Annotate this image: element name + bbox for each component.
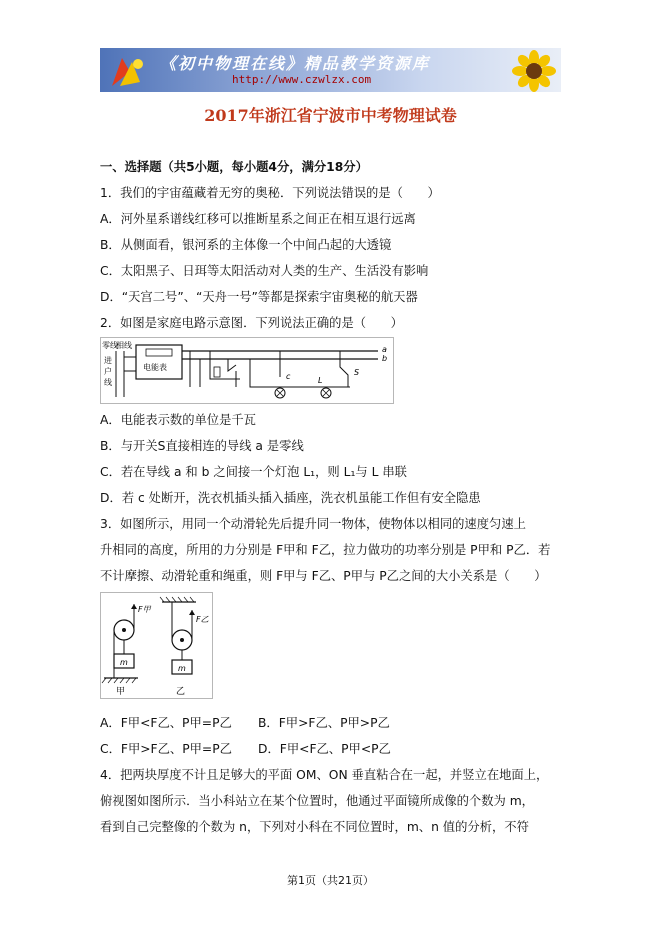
- label-mass-yi: m: [178, 664, 186, 673]
- q2-option-b: B．与开关S直接相连的导线 a 是零线: [100, 439, 304, 453]
- q4-stem-line-1: 4．把两块厚度不计且足够大的平面 OM、ON 垂直粘合在一起，并竖立在地面上，: [100, 768, 549, 782]
- q4-stem-line-2: 俯视图如图所示．当小科站立在某个位置时，他通过平面镜所成像的个数为 m，: [100, 794, 534, 808]
- q1-stem: 1．我们的宇宙蕴藏着无穷的奥秘．下列说法错误的是（ ）: [100, 186, 440, 200]
- label-service-line-1: 进: [104, 356, 112, 365]
- label-force-jia: F甲: [138, 605, 151, 614]
- q3-stem-line-1: 3．如图所示，用同一个动滑轮先后提升同一物体，使物体以相同的速度匀速上: [100, 517, 526, 531]
- label-neutral-wire: 零线: [102, 341, 118, 350]
- label-meter: 电能表: [143, 363, 167, 372]
- q3-option-c: C．F甲>F乙、P甲=P乙: [100, 742, 232, 756]
- q3-option-a: A．F甲<F乙、P甲=P乙: [100, 716, 232, 730]
- q1-option-c: C．太阳黑子、日珥等太阳活动对人类的生产、生活没有影响: [100, 264, 429, 278]
- q4-stem-line-3: 看到自己完整像的个数为 n，下列对小科在不同位置时，m、n 值的分析，不符: [100, 820, 529, 834]
- label-service-line-2: 户: [104, 367, 112, 376]
- q2-option-d: D．若 c 处断开，洗衣机插头插入插座，洗衣机虽能工作但有安全隐患: [100, 491, 481, 505]
- q3-pulley-diagram: [100, 592, 214, 700]
- label-force-yi: F乙: [196, 615, 209, 624]
- site-logo-icon: [104, 52, 152, 90]
- label-point-c: c: [286, 372, 291, 381]
- label-live-wire: 相线: [116, 341, 132, 350]
- q3-option-d: D．F甲<F乙、P甲<P乙: [258, 742, 391, 756]
- label-switch-s: S: [354, 368, 360, 377]
- q3-stem-line-2: 升相同的高度，所用的力分别是 F甲和 F乙，拉力做功的功率分别是 P甲和 P乙．若: [100, 543, 551, 557]
- q2-circuit-diagram: [100, 337, 400, 405]
- caption-yi: 乙: [176, 687, 186, 697]
- section-heading: 一、选择题（共5小题，每小题4分，满分18分）: [100, 160, 368, 174]
- page-footer: 第1页（共21页）: [287, 874, 374, 887]
- header-banner: [100, 48, 561, 92]
- q1-option-b: B．从侧面看，银河系的主体像一个中间凸起的大透镜: [100, 238, 392, 252]
- q3-stem-line-3: 不计摩擦、动滑轮重和绳重，则 F甲与 F乙、P甲与 P乙之间的大小关系是（ ）: [100, 569, 547, 583]
- banner-url[interactable]: http://www.czwlzx.com: [232, 73, 372, 86]
- label-service-line-3: 线: [104, 378, 112, 387]
- label-wire-a: a: [382, 345, 387, 354]
- q2-option-a: A．电能表示数的单位是千瓦: [100, 413, 256, 427]
- q2-stem: 2．如图是家庭电路示意图．下列说法正确的是（ ）: [100, 316, 403, 330]
- q1-option-d: D．“天宫二号”、“天舟一号”等都是探索宇宙奥秘的航天器: [100, 290, 418, 304]
- label-wire-b: b: [382, 354, 388, 363]
- banner-title: 《初中物理在线》精品教学资源库: [160, 54, 431, 73]
- q3-option-b: B．F甲>F乙、P甲>P乙: [258, 716, 390, 730]
- caption-jia: 甲: [116, 687, 126, 697]
- label-lamp-l: L: [318, 376, 323, 385]
- label-mass-jia: m: [120, 658, 128, 667]
- document-title: 2017年浙江省宁波市中考物理试卷: [204, 106, 457, 125]
- q2-option-c: C．若在导线 a 和 b 之间接一个灯泡 L₁，则 L₁与 L 串联: [100, 465, 407, 479]
- sunflower-icon: [508, 50, 560, 92]
- q1-option-a: A．河外星系谱线红移可以推断星系之间正在相互退行远离: [100, 212, 416, 226]
